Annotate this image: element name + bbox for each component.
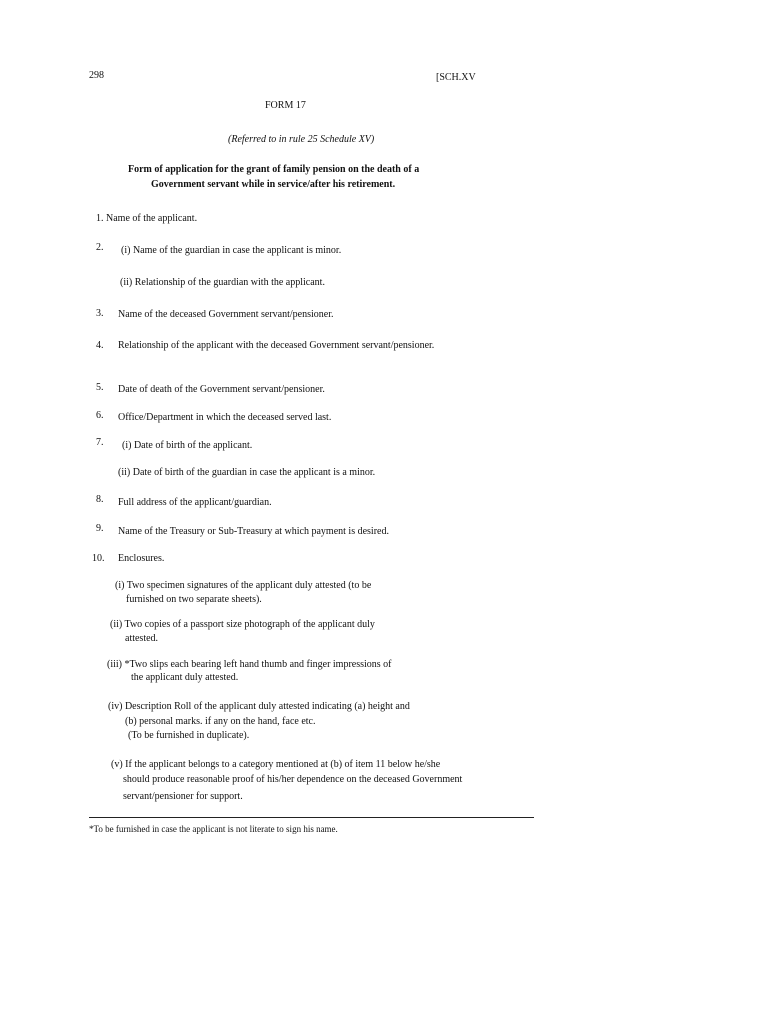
enclosure-iv: (iv) Description Roll of the applicant duly attested indicating (a) height and xyxy=(108,701,410,712)
schedule-label: [SCH.XV xyxy=(436,72,476,83)
enclosure-iv-cont-2: (To be furnished in duplicate). xyxy=(128,730,250,741)
enclosure-v: (v) If the applicant belongs to a category mentioned at (b) of item 11 below he/she xyxy=(111,759,441,770)
item-4-number: 4. xyxy=(96,340,104,351)
item-10-number: 10. xyxy=(92,553,105,564)
item-7-ii: (ii) Date of birth of the guardian in case the applicant is a minor. xyxy=(118,467,376,478)
item-7-number: 7. xyxy=(96,437,104,448)
item-8-number: 8. xyxy=(96,494,104,505)
item-10: Enclosures. xyxy=(118,553,165,564)
form-reference: (Referred to in rule 25 Schedule XV) xyxy=(228,134,375,145)
item-1: 1. Name of the applicant. xyxy=(96,213,198,224)
item-8: Full address of the applicant/guardian. xyxy=(118,497,272,508)
item-9-number: 9. xyxy=(96,523,104,534)
item-3: Name of the deceased Government servant/pensioner. xyxy=(118,309,334,320)
page-number: 298 xyxy=(89,70,104,81)
item-4: Relationship of the applicant with the deceased Government servant/pensioner. xyxy=(118,340,435,351)
enclosure-v-cont-1: should produce reasonable proof of his/her dependence on the deceased Government xyxy=(123,774,463,785)
enclosure-ii-cont: attested. xyxy=(125,633,159,644)
item-7-i: (i) Date of birth of the applicant. xyxy=(122,440,253,451)
item-5: Date of death of the Government servant/pensioner. xyxy=(118,384,325,395)
form-title: FORM 17 xyxy=(265,100,306,111)
item-6-number: 6. xyxy=(96,410,104,421)
item-5-number: 5. xyxy=(96,382,104,393)
form-heading-line-2: Government servant while in service/after his retirement. xyxy=(151,179,396,190)
item-2-i: (i) Name of the guardian in case the applicant is minor. xyxy=(121,245,342,256)
item-2-ii: (ii) Relationship of the guardian with the applicant. xyxy=(120,277,325,288)
item-9: Name of the Treasury or Sub-Treasury at which payment is desired. xyxy=(118,526,389,537)
enclosure-iii: (iii) *Two slips each bearing left hand thumb and finger impressions of xyxy=(107,659,392,670)
enclosure-i: (i) Two specimen signatures of the applicant duly attested (to be xyxy=(115,580,372,591)
enclosure-ii: (ii) Two copies of a passport size photograph of the applicant duly xyxy=(110,619,375,630)
enclosure-iv-cont-1: (b) personal marks. if any on the hand, face etc. xyxy=(125,716,316,727)
item-6: Office/Department in which the deceased served last. xyxy=(118,412,332,423)
footnote: *To be furnished in case the applicant is not literate to sign his name. xyxy=(89,824,338,834)
enclosure-v-cont-2: servant/pensioner for support. xyxy=(123,791,243,802)
enclosure-i-cont: furnished on two separate sheets). xyxy=(126,594,262,605)
form-heading-line-1: Form of application for the grant of family pension on the death of a xyxy=(128,164,420,175)
item-3-number: 3. xyxy=(96,308,104,319)
footnote-divider xyxy=(89,817,534,818)
item-2-number: 2. xyxy=(96,242,104,253)
enclosure-iii-cont: the applicant duly attested. xyxy=(131,672,239,683)
